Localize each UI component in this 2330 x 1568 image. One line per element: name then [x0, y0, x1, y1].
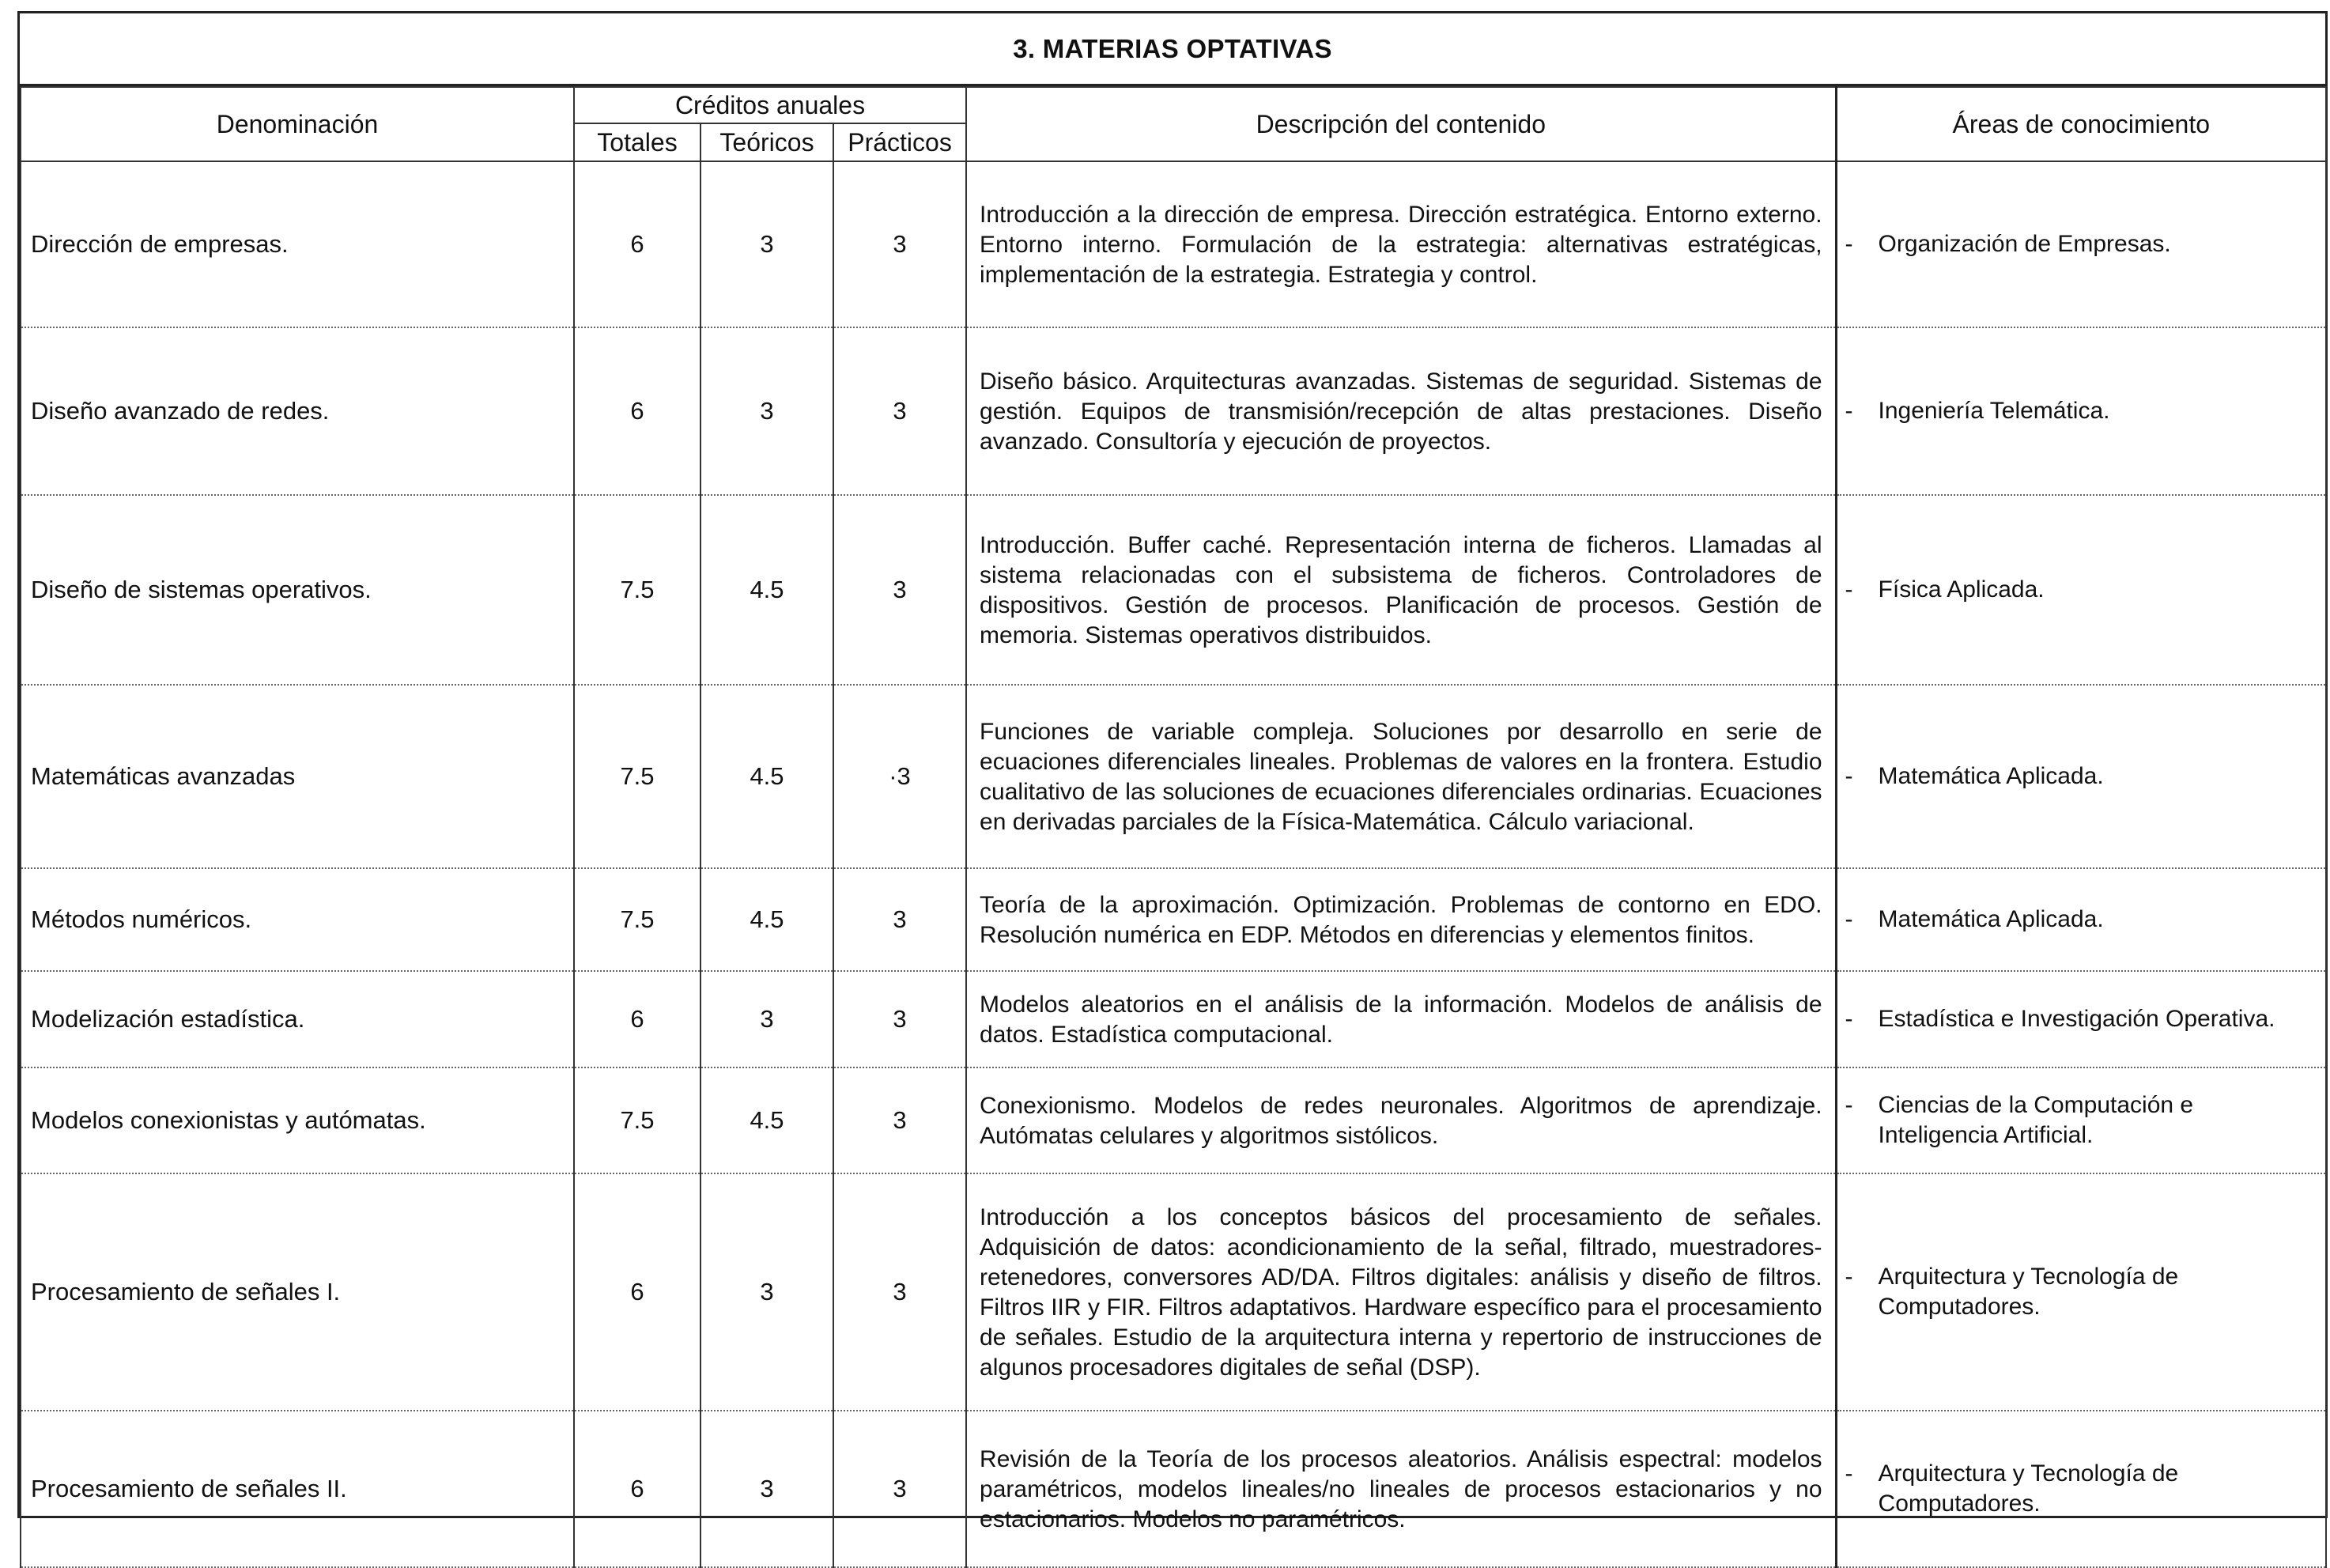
- denominacion-cell: Diseño avanzado de redes.: [21, 327, 574, 495]
- descripcion-cell: Modelos aleatorios en el análisis de la información. Modelos de análisis de datos. Estadística computacional.: [966, 971, 1836, 1067]
- header-areas: Áreas de conocimiento: [1836, 87, 2326, 161]
- area-label: Estadística e Investigación Operativa.: [1878, 1006, 2275, 1032]
- list-dash: -: [1845, 1264, 1853, 1290]
- descripcion-cell: Revisión de la Teoría de los procesos aleatorios. Análisis espectral: modelos paramétricos, modelos lineales/no lineales de procesos estacionarios y no estacionarios. Modelos no paramétricos.: [966, 1411, 1836, 1567]
- document-title: 3. MATERIAS OPTATIVAS: [20, 13, 2325, 86]
- totales-cell: 6: [574, 1173, 701, 1411]
- list-dash: -: [1845, 231, 1853, 257]
- area-cell: [1836, 868, 2326, 971]
- totales-cell: 7.5: [574, 868, 701, 971]
- practicos-cell: 3: [833, 1067, 966, 1173]
- materias-table: [20, 86, 2327, 1568]
- list-dash: -: [1845, 906, 1853, 932]
- denominacion-cell: Modelos conexionistas y autómatas.: [21, 1067, 574, 1173]
- table-row: [21, 161, 2326, 327]
- totales-cell: 7.5: [574, 685, 701, 868]
- teoricos-cell: 4.5: [701, 1067, 833, 1173]
- denominacion-cell: Modelización estadística.: [21, 971, 574, 1067]
- practicos-cell: 3: [833, 327, 966, 495]
- denominacion-cell: Diseño de sistemas operativos.: [21, 495, 574, 685]
- descripcion-cell: Introducción. Buffer caché. Representación interna de ficheros. Llamadas al sistema relacionadas con el subsistema de ficheros. Controladores de dispositivos. Gestión de procesos. Planificación de procesos. Gestión de memoria. Sistemas operativos distribuidos.: [966, 495, 1836, 685]
- table-row: [21, 685, 2326, 868]
- descripcion-cell: Introducción a los conceptos básicos del procesamiento de señales. Adquisición de datos: acondicionamiento de la señal, filtrado, muestradores-retenedores, conversores AD/DA. Filtros digitales: análisis y diseño de filtros. Filtros IIR y FIR. Filtros adaptativos. Hardware específico para el procesamiento de señales. Estudio de la arquitectura interna y repertorio de instrucciones de algunos procesadores digitales de señal (DSP).: [966, 1173, 1836, 1411]
- practicos-cell: 3: [833, 1173, 966, 1411]
- area-label: Matemática Aplicada.: [1878, 906, 2104, 932]
- table-row: [21, 868, 2326, 971]
- area-label: Ciencias de la Computación e Inteligencia Artificial.: [1878, 1092, 2194, 1148]
- teoricos-cell: 3: [701, 1411, 833, 1567]
- area-cell: [1836, 161, 2326, 327]
- list-dash: -: [1845, 1006, 1853, 1032]
- table-row: [21, 1067, 2326, 1173]
- totales-cell: 6: [574, 1411, 701, 1567]
- practicos-cell: 3: [833, 1411, 966, 1567]
- area-cell: [1836, 495, 2326, 685]
- teoricos-cell: 3: [701, 327, 833, 495]
- list-dash: -: [1845, 1460, 1853, 1487]
- area-label: Ingeniería Telemática.: [1878, 398, 2110, 424]
- totales-cell: 6: [574, 327, 701, 495]
- list-dash: -: [1845, 763, 1853, 789]
- area-cell: [1836, 1173, 2326, 1411]
- table-row: [21, 971, 2326, 1067]
- area-cell: [1836, 327, 2326, 495]
- table-row: [21, 495, 2326, 685]
- area-cell: [1836, 1411, 2326, 1567]
- descripcion-cell: Diseño básico. Arquitecturas avanzadas. Sistemas de seguridad. Sistemas de gestión. Equipos de transmisión/recepción de altas prestaciones. Diseño avanzado. Consultoría y ejecución de proyectos.: [966, 327, 1836, 495]
- header-teoricos: Teóricos: [701, 123, 833, 161]
- area-cell: [1836, 685, 2326, 868]
- practicos-cell: ·3: [833, 685, 966, 868]
- teoricos-cell: 3: [701, 1173, 833, 1411]
- document-sheet: [17, 11, 2328, 1532]
- table-row: [21, 1411, 2326, 1567]
- denominacion-cell: Matemáticas avanzadas: [21, 685, 574, 868]
- area-label: Matemática Aplicada.: [1878, 763, 2104, 789]
- totales-cell: 6: [574, 971, 701, 1067]
- list-dash: -: [1845, 1092, 1853, 1118]
- area-label: Organización de Empresas.: [1878, 231, 2171, 257]
- header-creditos: Créditos anuales: [574, 87, 966, 123]
- area-cell: [1836, 1067, 2326, 1173]
- descripcion-cell: Funciones de variable compleja. Soluciones por desarrollo en serie de ecuaciones diferenciales lineales. Problemas de valores en la frontera. Estudio cualitativo de las soluciones de ecuaciones diferenciales ordinarias. Ecuaciones en derivadas parciales de la Física-Matemática. Cálculo variacional.: [966, 685, 1836, 868]
- header-descripcion: Descripción del contenido: [966, 87, 1836, 161]
- practicos-cell: 3: [833, 971, 966, 1067]
- list-dash: -: [1845, 576, 1853, 603]
- descripcion-cell: Teoría de la aproximación. Optimización. Problemas de contorno en EDO. Resolución numérica en EDP. Métodos en diferencias y elementos finitos.: [966, 868, 1836, 971]
- practicos-cell: 3: [833, 495, 966, 685]
- practicos-cell: 3: [833, 161, 966, 327]
- teoricos-cell: 3: [701, 161, 833, 327]
- teoricos-cell: 3: [701, 971, 833, 1067]
- teoricos-cell: 4.5: [701, 495, 833, 685]
- descripcion-cell: Introducción a la dirección de empresa. Dirección estratégica. Entorno externo. Entorno interno. Formulación de la estrategia: alternativas estratégicas, implementación de la estrategia. Estrategia y control.: [966, 161, 1836, 327]
- totales-cell: 7.5: [574, 495, 701, 685]
- area-cell: [1836, 971, 2326, 1067]
- area-label: Arquitectura y Tecnología de Computadores.: [1878, 1460, 2179, 1517]
- denominacion-cell: Métodos numéricos.: [21, 868, 574, 971]
- totales-cell: 6: [574, 161, 701, 327]
- header-denominacion: Denominación: [21, 87, 574, 161]
- teoricos-cell: 4.5: [701, 868, 833, 971]
- descripcion-cell: Conexionismo. Modelos de redes neuronales. Algoritmos de aprendizaje. Autómatas celulares y algoritmos sistólicos.: [966, 1067, 1836, 1173]
- totales-cell: 7.5: [574, 1067, 701, 1173]
- practicos-cell: 3: [833, 868, 966, 971]
- header-totales: Totales: [574, 123, 701, 161]
- teoricos-cell: 4.5: [701, 685, 833, 868]
- area-label: Arquitectura y Tecnología de Computadores.: [1878, 1264, 2179, 1320]
- table-row: [21, 1173, 2326, 1411]
- table-row: [21, 327, 2326, 495]
- list-dash: -: [1845, 398, 1853, 424]
- denominacion-cell: Procesamiento de señales I.: [21, 1173, 574, 1411]
- denominacion-cell: Procesamiento de señales II.: [21, 1411, 574, 1567]
- denominacion-cell: Dirección de empresas.: [21, 161, 574, 327]
- area-label: Física Aplicada.: [1878, 576, 2045, 603]
- header-practicos: Prácticos: [833, 123, 966, 161]
